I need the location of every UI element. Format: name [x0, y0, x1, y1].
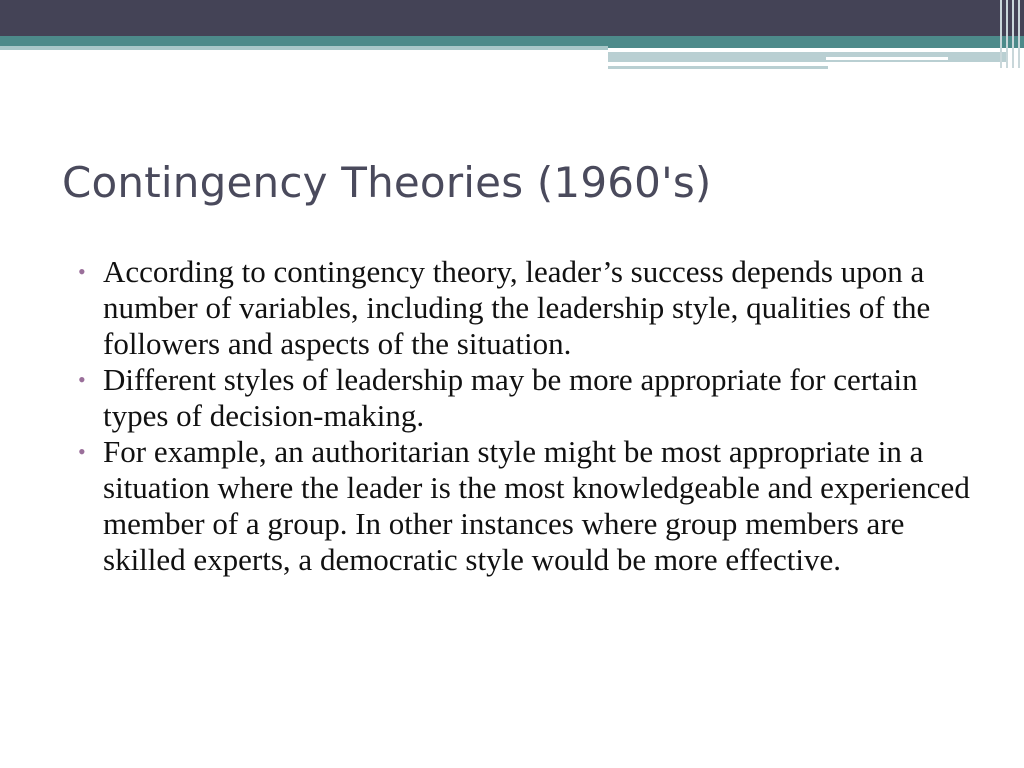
bullet-text: Different styles of leadership may be more appropriate for certain types of decision-making. — [103, 362, 918, 433]
stripe — [1006, 0, 1008, 68]
header-band-light-right — [608, 52, 1008, 62]
bullet-marker: • — [78, 259, 86, 284]
header-band-thin-line — [608, 66, 828, 69]
header-band-dark — [0, 0, 1024, 36]
bullet-marker: • — [78, 367, 86, 392]
stripe — [1018, 0, 1020, 68]
bullet-text: For example, an authoritarian style might be most appropriate in a situation where the leader is the most knowledgeable and experienced member of a group. In other instances where group members are skilled experts, a democratic style would be more effective. — [103, 434, 970, 577]
bullet-list — [78, 254, 978, 578]
header-band-light — [0, 46, 608, 50]
header-band-white-line — [826, 57, 948, 60]
bullet-marker: • — [78, 439, 86, 464]
bullet-item — [78, 362, 978, 434]
stripe — [1000, 0, 1002, 68]
bullet-item — [78, 254, 978, 362]
bullet-text: According to contingency theory, leader’s success depends upon a number of variables, including the leadership style, qualities of the followers and aspects of the situation. — [103, 254, 931, 361]
header-decorative-stripes — [998, 0, 1024, 68]
stripe — [1012, 0, 1014, 68]
bullet-item — [78, 434, 978, 578]
slide-title: Contingency Theories (1960's) — [62, 158, 712, 207]
